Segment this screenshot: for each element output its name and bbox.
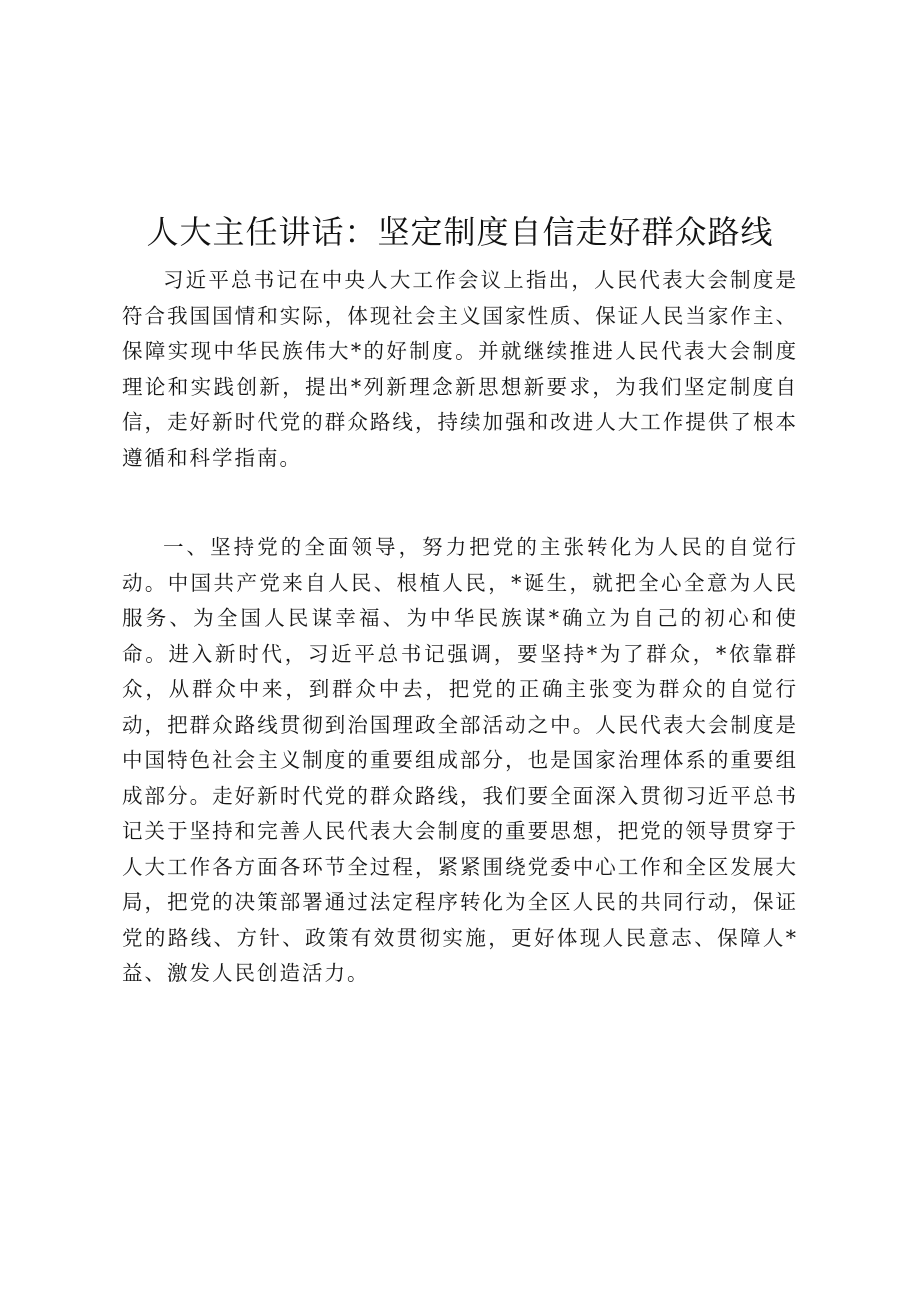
paragraph-intro: 习近平总书记在中央人大工作会议上指出，人民代表大会制度是符合我国国情和实际，体现社会主义国家性质、保证人民当家作主、保障实现中华民族伟大*的好制度。并就继续推进人民代表大会制度理论和实践创新，提出*列新理念新思想新要求，为我们坚定制度自信，走好新时代党的群众路线，持续加强和改进人大工作提供了根本遵循和科学指南。 <box>122 268 798 470</box>
paragraph-section-one: 一、坚持党的全面领导，努力把党的主张转化为人民的自觉行动。中国共产党来自人民、根植人民，*诞生，就把全心全意为人民服务、为全国人民谋幸福、为中华民族谋*确立为自己的初心和使命。进入新时代，习近平总书记强调，要坚持*为了群众，*依靠群众，从群众中来，到群众中去，把党的正确主张变为群众的自觉行动，把群众路线贯彻到治国理政全部活动之中。人民代表大会制度是中国特色社会主义制度的重要组成部分，也是国家治理体系的重要组成部分。走好新时代党的群众路线，我们要全面深入贯彻习近平总书记关于坚持和完善人民代表大会制度的重要思想，把党的领导贯穿于人大工作各方面各环节全过程，紧紧围绕党委中心工作和全区发展大局，把党的决策部署通过法定程序转化为全区人民的共同行动，保证党的路线、方针、政策有效贯彻实施，更好体现人民意志、保障人*益、激发人民创造活力。 <box>122 535 798 985</box>
document-title: 人大主任讲话：坚定制度自信走好群众路线 <box>146 213 774 251</box>
